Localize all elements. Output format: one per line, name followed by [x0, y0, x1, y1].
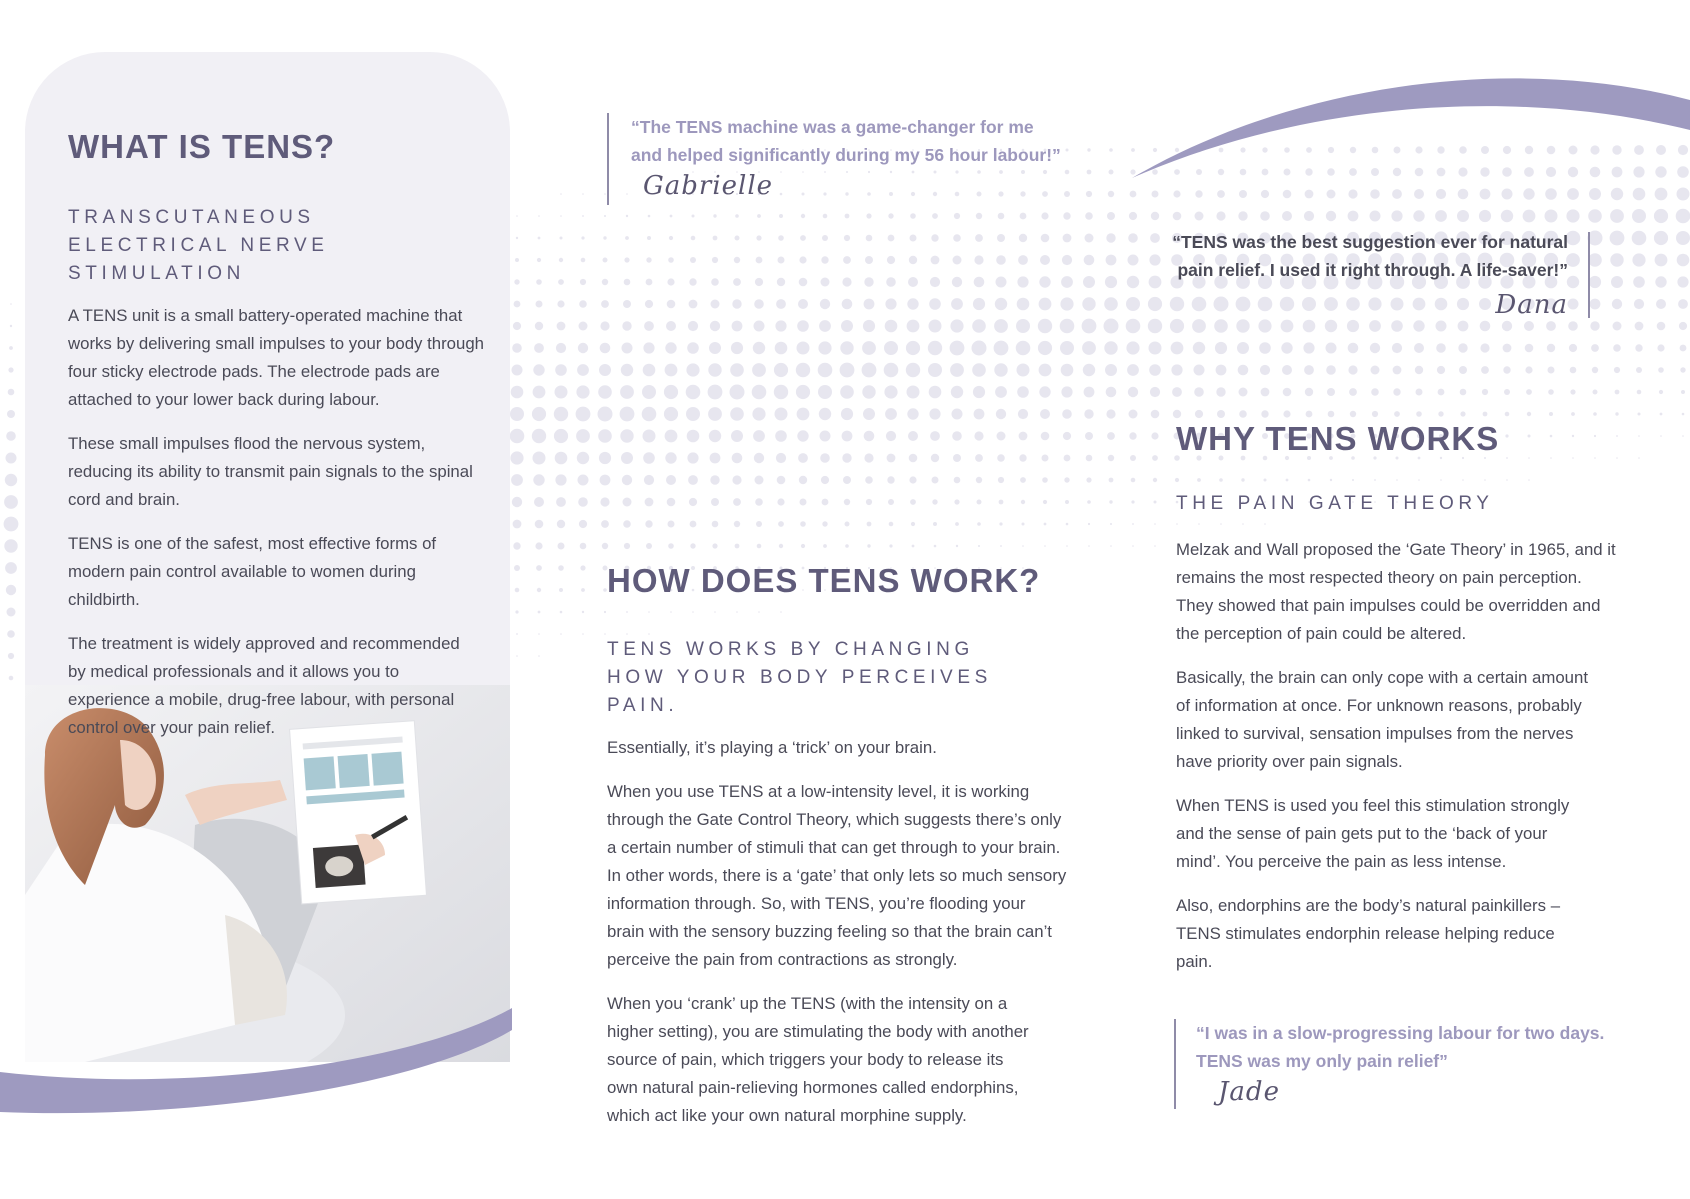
quote-divider	[607, 113, 609, 205]
what-is-tens-section	[68, 128, 498, 758]
testimonial-quote: “TENS was the best suggestion ever for natural pain relief. I used it right through. A life-saver!”	[1172, 232, 1568, 280]
testimonial-gabrielle	[607, 113, 1067, 205]
how-does-tens-work-paragraph: Essentially, it’s playing a ‘trick’ on your brain.	[607, 738, 937, 757]
why-tens-works-paragraph: Melzak and Wall proposed the ‘Gate Theory’ in 1965, and it remains the most respected theory on pain perception. They showed that pain impulses could be overridden and the perception of pain could be altered.	[1176, 540, 1616, 643]
how-does-tens-work-heading: HOW DOES TENS WORK?	[607, 562, 1041, 599]
testimonial-dana	[1160, 228, 1590, 320]
what-is-tens-paragraph: The treatment is widely approved and recommended by medical professionals and it allows you to experience a mobile, drug-free labour, with personal control over your pain relief.	[68, 634, 460, 737]
why-tens-works-paragraph: Also, endorphins are the body’s natural painkillers – TENS stimulates endorphin release helping reduce pain.	[1176, 896, 1561, 971]
why-tens-works-paragraph: Basically, the brain can only cope with a certain amount of information at once. For unknown reasons, probably linked to survival, sensation impulses from the nerves have priority over pain signals.	[1176, 668, 1588, 771]
why-tens-works-paragraph: When TENS is used you feel this stimulation strongly and the sense of pain gets put to the ‘back of your mind’. You perceive the pain as less intense.	[1176, 796, 1570, 871]
testimonial-quote: “I was in a slow-progressing labour for two days. TENS was my only pain relief”	[1196, 1023, 1605, 1071]
what-is-tens-paragraph: A TENS unit is a small battery-operated machine that works by delivering small impulses to your body through four sticky electrode pads. The electrode pads are attached to your lower back during labour.	[68, 306, 484, 409]
what-is-tens-subheading: TRANSCUTANEOUS ELECTRICAL NERVE STIMULATION	[68, 207, 329, 284]
testimonial-jade	[1174, 1019, 1634, 1111]
testimonial-signature: Dana	[1495, 290, 1568, 320]
what-is-tens-paragraph: TENS is one of the safest, most effective forms of modern pain control available to women during childbirth.	[68, 534, 437, 609]
testimonial-quote: “The TENS machine was a game-changer for me and helped significantly during my 56 hour labour!”	[631, 117, 1061, 165]
how-does-tens-work-subheading: TENS WORKS BY CHANGING HOW YOUR BODY PERCEIVES PAIN.	[607, 639, 992, 716]
quote-divider	[1174, 1019, 1176, 1109]
what-is-tens-heading: WHAT IS TENS?	[68, 128, 336, 165]
testimonial-signature: Gabrielle	[643, 171, 774, 201]
why-tens-works-subheading: THE PAIN GATE THEORY	[1176, 493, 1494, 514]
why-tens-works-heading: WHY TENS WORKS	[1176, 420, 1500, 457]
how-does-tens-work-section	[607, 562, 1067, 1146]
testimonial-signature: Jade	[1218, 1077, 1280, 1107]
what-is-tens-paragraph: These small impulses flood the nervous system, reducing its ability to transmit pain signals to the spinal cord and brain.	[68, 434, 473, 509]
how-does-tens-work-paragraph: When you ‘crank’ up the TENS (with the intensity on a higher setting), you are stimulating the body with another source of pain, which triggers your body to release its own natural pain-relieving hormones called endorphins, which act like your own natural morphine supply.	[607, 994, 1029, 1125]
quote-divider	[1588, 232, 1590, 318]
how-does-tens-work-paragraph: When you use TENS at a low-intensity level, it is working through the Gate Control Theory, which suggests there’s only a certain number of stimuli that can get through to your brain. In other words, there is a ‘gate’ that only lets so much sensory information through. So, with TENS, you’re flooding your brain with the sensory buzzing feeling so that the brain can’t perceive the pain from contractions as strongly.	[607, 782, 1067, 969]
why-tens-works-section	[1176, 420, 1616, 992]
